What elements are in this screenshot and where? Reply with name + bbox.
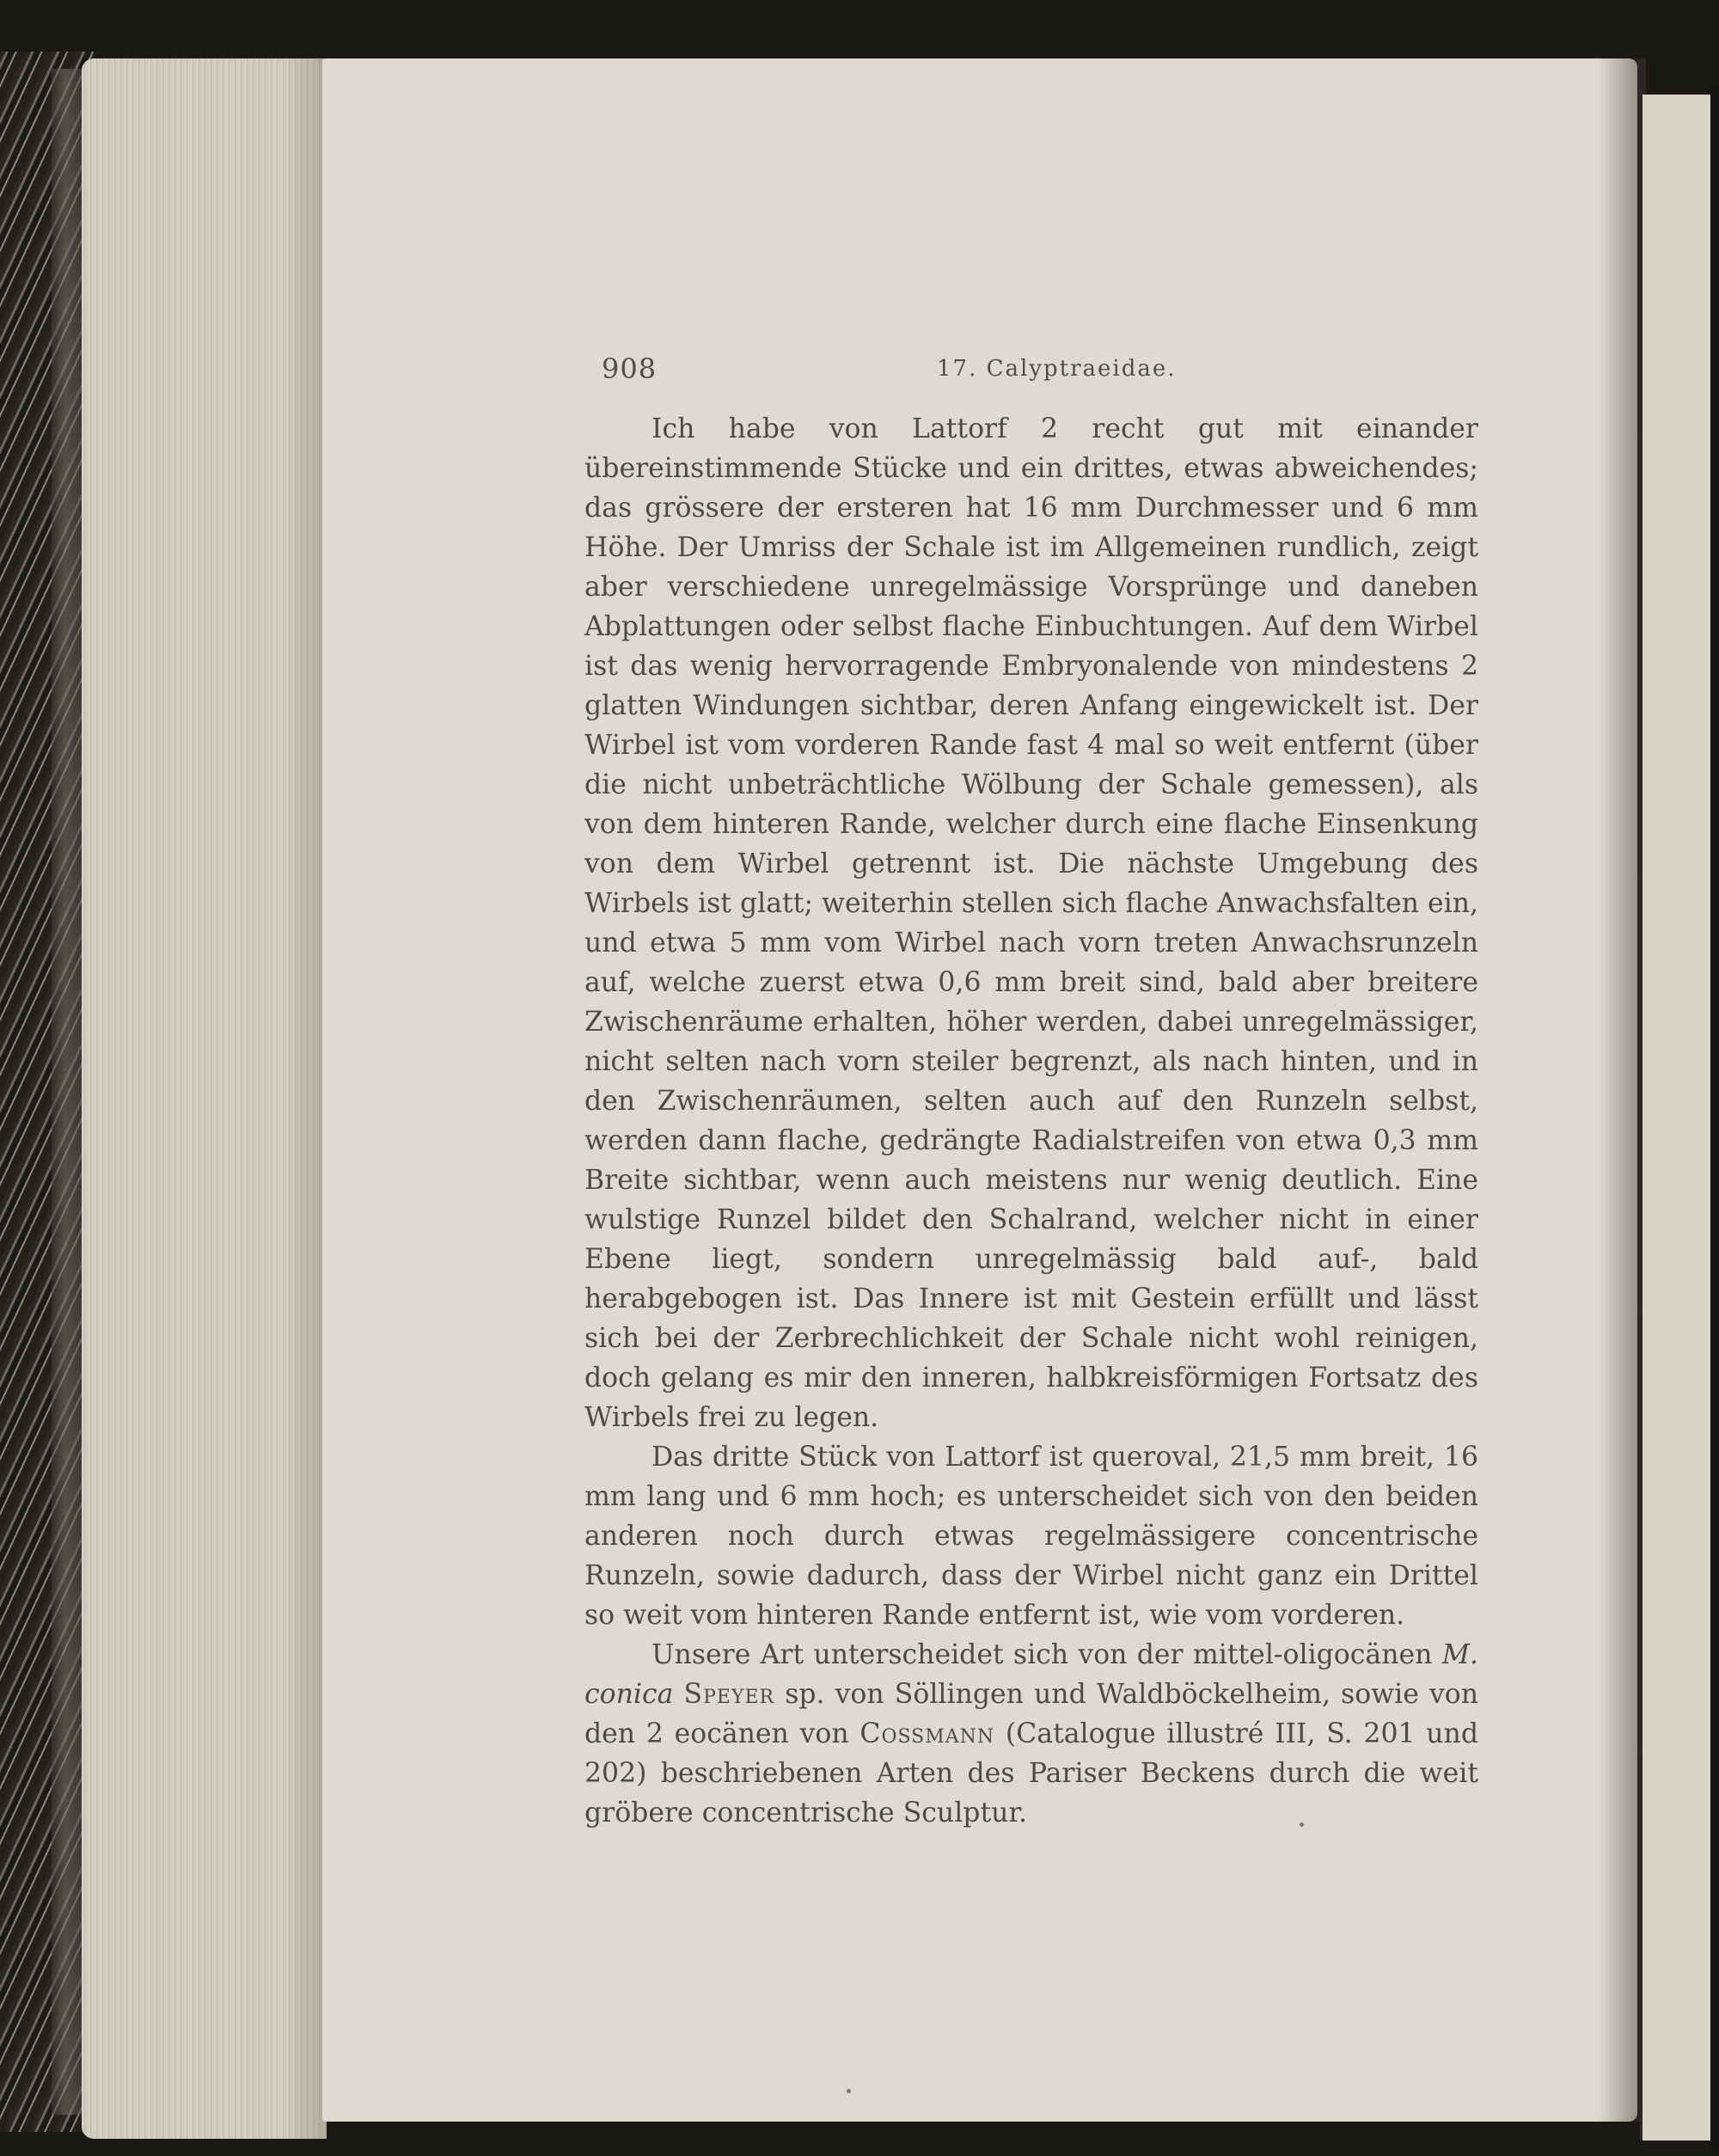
species-name: M. conica: [584, 1639, 1478, 1710]
next-page-edge: [1640, 95, 1719, 2141]
author-cossmann: Cossmann: [860, 1718, 995, 1749]
page-gutter-shadow: [1599, 58, 1646, 2122]
cover-edge: [52, 69, 86, 2115]
body-text: [584, 409, 1478, 1833]
page-header: [602, 352, 1496, 395]
page-block-shadow: [284, 58, 327, 2139]
right-cover-edge: [1710, 86, 1719, 2149]
paragraph-2: Das dritte Stück von Lattorf ist queroval, 21,5 mm breit, 16 mm lang und 6 mm hoch; es unterscheidet sich von den beiden anderen noch durch etwas regelmässigere concentrische Runzeln, sowie dadurch, dass der Wirbel nicht ganz ein Drittel so weit vom hinteren Rande entfernt ist, wie vom vorderen.: [584, 1442, 1478, 1631]
running-title: 17. Calyptraeidae.: [937, 356, 1177, 382]
paper-speck: [1300, 1822, 1304, 1827]
paragraph-3-text-1: Unsere Art unterscheidet sich von der mittel-oligocänen: [652, 1639, 1442, 1670]
paragraph-3-text-3: (Catalogue illustré III, S. 201 und 202) beschriebenen Arten des Pariser Beckens durch die weit gröbere concentrische Sculptur.: [584, 1718, 1479, 1828]
paragraph-3: [584, 1635, 1478, 1833]
page-number: 908: [602, 352, 658, 385]
paragraph-3-text-2: sp. von Söllingen und Waldböckelheim, sowie von den 2 eocänen von: [584, 1679, 1479, 1749]
paragraph-1: Ich habe von Lattorf 2 recht gut mit einander übereinstimmende Stücke und ein drittes, etwas abweichendes; das grössere der ersteren hat 16 mm Durchmesser und 6 mm Höhe. Der Umriss der Schale ist im Allgemeinen rundlich, zeigt aber verschiedene unregelmässige Vorsprünge und daneben Abplattungen oder selbst flache Einbuchtungen. Auf dem Wirbel ist das wenig hervorragende Embryonalende von mindestens 2 glatten Windungen sichtbar, deren Anfang eingewickelt ist. Der Wirbel ist vom vorderen Rande fast 4 mal so weit entfernt (über die nicht unbeträchtliche Wölbung der Schale gemessen), als von dem hinteren Rande, welcher durch eine flache Einsenkung von dem Wirbel getrennt ist. Die nächste Umgebung des Wirbels ist glatt; weiterhin stellen sich flache Anwachsfalten ein, und etwa 5 mm vom Wirbel nach vorn treten Anwachsrunzeln auf, welche zuerst etwa 0,6 mm breit sind, bald aber breitere Zwischenräume erhalten, höher werden, dabei unregelmässiger, nicht selten nach vorn steiler begrenzt, als nach hinten, und in den Zwischenräumen, selten auch auf den Runzeln selbst, werden dann flache, gedrängte Radialstreifen von etwa 0,3 mm Breite sichtbar, wenn auch meistens nur wenig deutlich. Eine wulstige Runzel bildet den Schalrand, welcher nicht in einer Ebene liegt, sondern unregelmässig bald auf-, bald herabgebogen ist. Das Innere ist mit Gestein erfüllt und lässt sich bei der Zerbrechlichkeit der Schale nicht wohl reinigen, doch gelang es mir den inneren, halbkreisförmigen Fortsatz des Wirbels frei zu legen.: [584, 413, 1478, 1433]
author-speyer: Speyer: [683, 1679, 775, 1710]
paper-speck: [847, 2089, 851, 2093]
